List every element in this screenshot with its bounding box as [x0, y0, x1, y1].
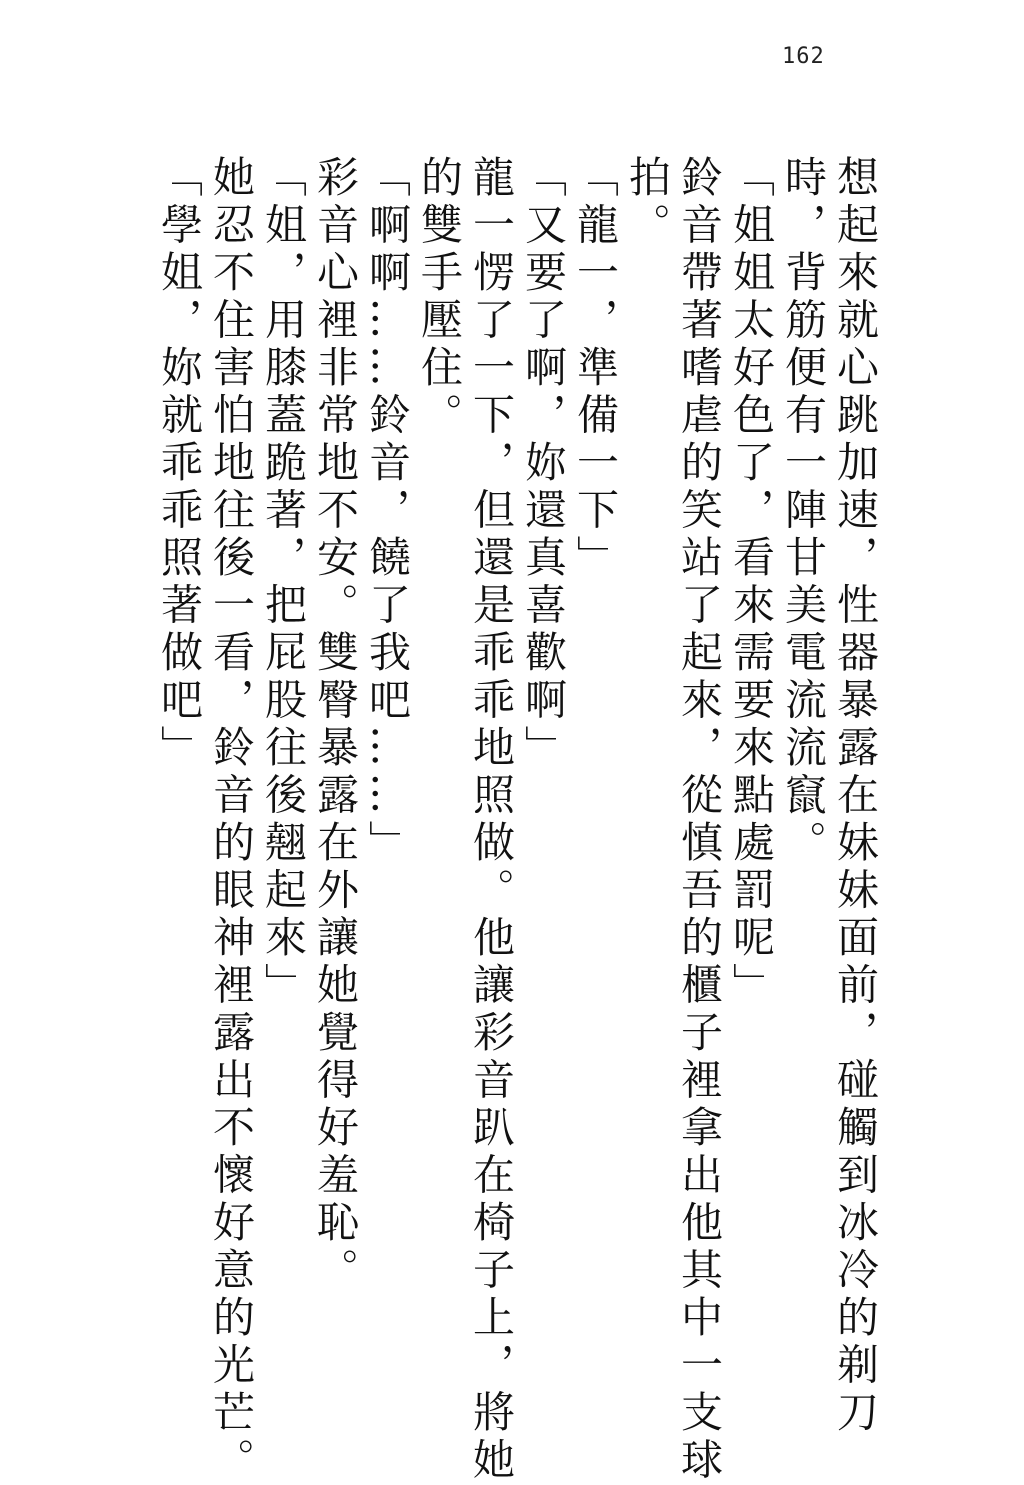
text-line-6: 「龍一，準備一下」 — [571, 155, 620, 583]
text-line-3: 「姐姐太好色了，看來需要來點處罰呢」 — [727, 155, 776, 1010]
text-line-1: 想起來就心跳加速，性器暴露在妹妹面前，碰觸到冰冷的剃刀 — [831, 155, 880, 1438]
text-line-13: 她忍不住害怕地往後一看，鈴音的眼神裡露出不懷好意的光芒。 — [207, 155, 256, 1485]
page-number: 162 — [782, 44, 825, 69]
text-line-5: 拍。 — [623, 155, 672, 250]
text-line-8: 龍一愣了一下，但還是乖乖地照做。他讓彩音趴在椅子上，將她 — [467, 155, 516, 1485]
text-line-7: 「又要了啊，妳還真喜歡啊」 — [519, 155, 568, 773]
text-line-10: 「啊啊……鈴音，饒了我吧……」 — [363, 155, 412, 868]
vertical-text-body — [153, 155, 881, 1485]
text-line-14: 「學姐，妳就乖乖照著做吧」 — [155, 155, 204, 773]
text-line-12: 「姐，用膝蓋跪著，把屁股往後翹起來」 — [259, 155, 308, 1010]
text-line-9: 的雙手壓住。 — [415, 155, 464, 440]
text-line-4: 鈴音帶著嗜虐的笑站了起來，從慎吾的櫃子裡拿出他其中一支球 — [675, 155, 724, 1485]
text-line-2: 時，背筋便有一陣甘美電流流竄。 — [779, 155, 828, 868]
text-line-11: 彩音心裡非常地不安。雙臀暴露在外讓她覺得好羞恥。 — [311, 155, 360, 1295]
